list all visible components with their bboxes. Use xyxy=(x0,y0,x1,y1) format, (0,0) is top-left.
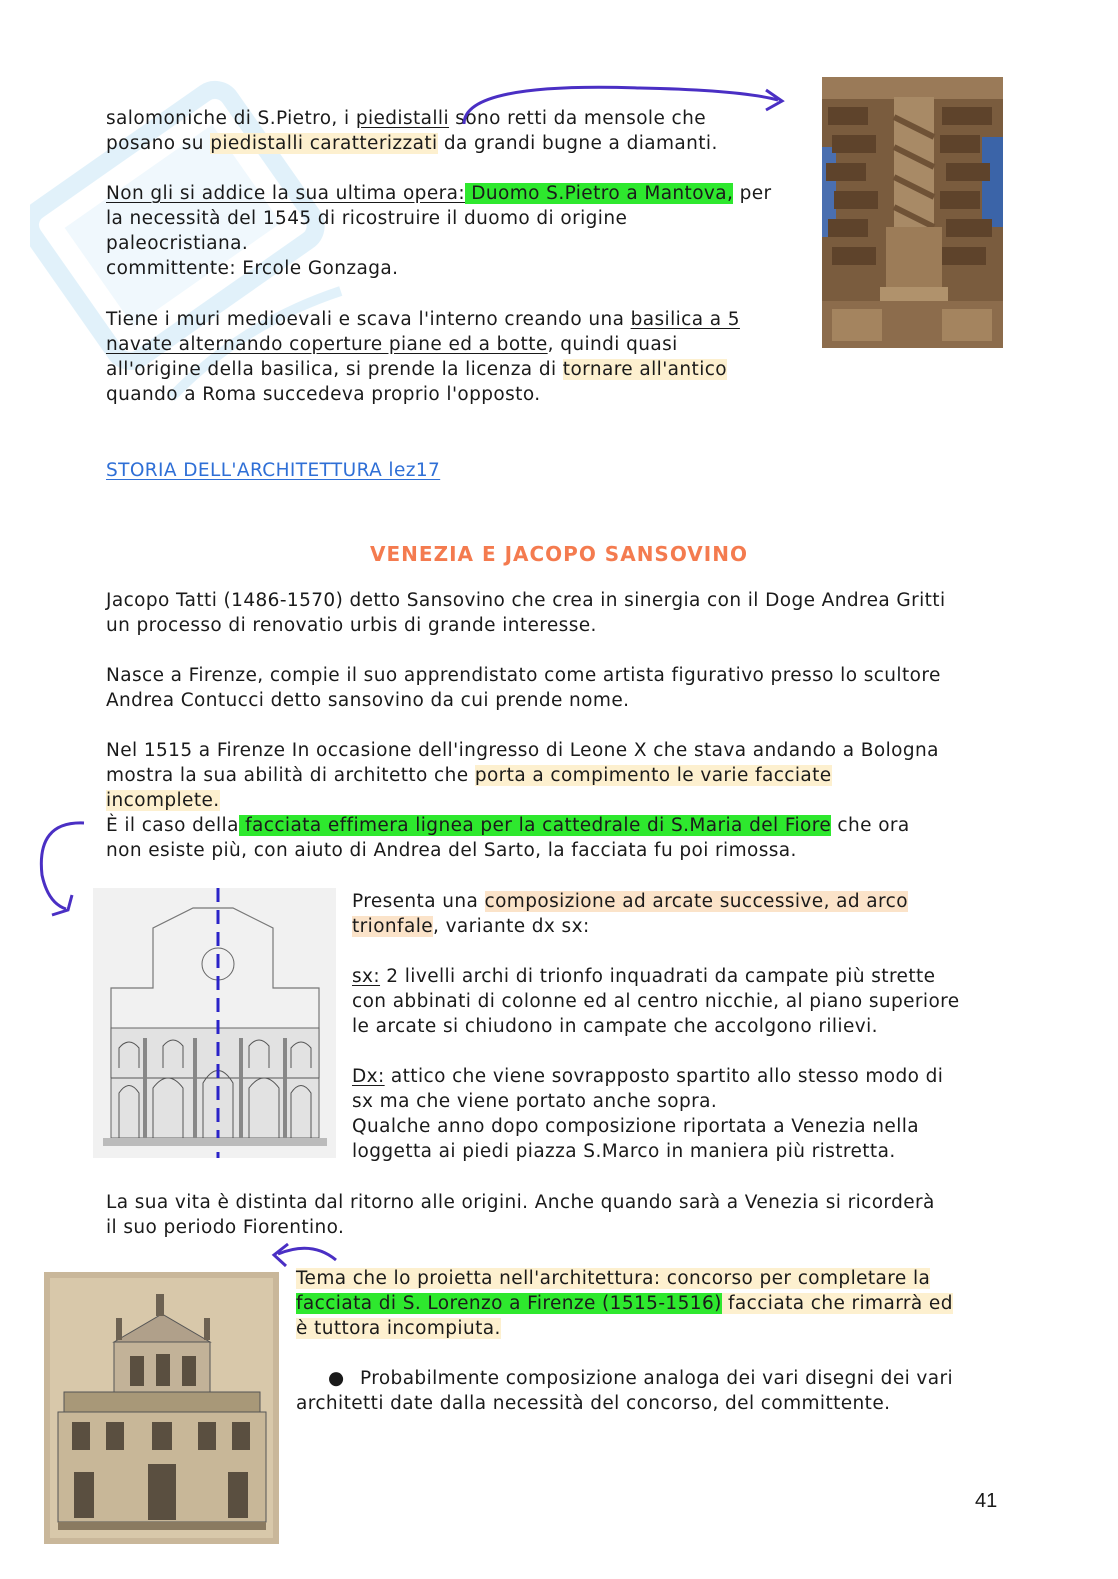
text-line: committente: Ercole Gonzaga. xyxy=(106,258,399,279)
text-line: quando a Roma succedeva proprio l'opposto. xyxy=(106,384,541,405)
palazzo-column-photo xyxy=(822,77,1003,348)
text-line: Presenta una composizione ad arcate successive, ad arco xyxy=(352,891,908,912)
text-line: sx: 2 livelli archi di trionfo inquadrati da campate più strette xyxy=(352,966,936,987)
text-line: sx ma che viene portato anche sopra. xyxy=(352,1091,718,1112)
page-number: 41 xyxy=(975,1490,998,1512)
text-line: È il caso della facciata effimera lignea per la cattedrale di S.Maria del Fiore che ora xyxy=(106,815,910,836)
text-line: Dx: attico che viene sovrapposto spartito allo stesso modo di xyxy=(352,1066,944,1087)
text-line: le arcate si chiudono in campate che accolgono rilievi. xyxy=(352,1016,878,1037)
text-line: La sua vita è distinta dal ritorno alle origini. Anche quando sarà a Venezia si ricorderà xyxy=(106,1192,935,1213)
text-line: navate alternando coperture piane ed a botte, quindi quasi xyxy=(106,334,678,355)
text-line: Nasce a Firenze, compie il suo apprendistato come artista figurativo presso lo scultore xyxy=(106,665,941,686)
text-line: Tiene i muri medioevali e scava l'interno creando una basilica a 5 xyxy=(106,309,740,330)
lecture-link[interactable]: STORIA DELL'ARCHITETTURA lez17 xyxy=(106,460,441,481)
text-line: facciata di S. Lorenzo a Firenze (1515-1516) facciata che rimarrà ed xyxy=(296,1293,953,1314)
text-line: loggetta ai piedi piazza S.Marco in maniera più ristretta. xyxy=(352,1141,896,1162)
text-line: posano su piedistalli caratterizzati da grandi bugne a diamanti. xyxy=(106,133,718,154)
santa-maria-del-fiore-facade-drawing xyxy=(93,888,336,1158)
text-line: Non gli si addice la sua ultima opera: Duomo S.Pietro a Mantova, per xyxy=(106,183,772,204)
text-line: Nel 1515 a Firenze In occasione dell'ingresso di Leone X che stava andando a Bologna xyxy=(106,740,939,761)
text-line: un processo di renovatio urbis di grande interesse. xyxy=(106,615,597,636)
text-line: paleocristiana. xyxy=(106,233,249,254)
text-line: Tema che lo proietta nell'architettura: concorso per completare la xyxy=(296,1268,931,1289)
section-heading: VENEZIA E JACOPO SANSOVINO xyxy=(370,542,748,566)
text-line: Qualche anno dopo composizione riportata a Venezia nella xyxy=(352,1116,920,1137)
text-line: è tuttora incompiuta. xyxy=(296,1318,501,1339)
bullet-item: ● Probabilmente composizione analoga dei vari disegni dei vari xyxy=(328,1368,954,1389)
text-line: mostra la sua abilità di architetto che porta a compimento le varie facciate xyxy=(106,765,832,786)
text-line: con abbinati di colonne ed al centro nicchie, al piano superiore xyxy=(352,991,960,1012)
text-line: non esiste più, con aiuto di Andrea del Sarto, la facciata fu poi rimossa. xyxy=(106,840,797,861)
text-line: architetti date dalla necessità del concorso, del committente. xyxy=(296,1393,891,1414)
bullet-icon: ● xyxy=(328,1368,345,1389)
san-lorenzo-facade-drawing xyxy=(44,1272,279,1544)
text-line: il suo periodo Fiorentino. xyxy=(106,1217,345,1238)
text-line: trionfale, variante dx sx: xyxy=(352,916,590,937)
text-line: la necessità del 1545 di ricostruire il duomo di origine xyxy=(106,208,628,229)
text-line: Jacopo Tatti (1486-1570) detto Sansovino che crea in sinergia con il Doge Andrea Gritti xyxy=(106,590,946,611)
text-line: incomplete. xyxy=(106,790,220,811)
arrow-icon xyxy=(440,78,800,128)
text-line: salomoniche di S.Pietro, i piedistalli sono retti da mensole che xyxy=(106,108,707,129)
curved-arrow-icon xyxy=(30,815,90,920)
text-line: Andrea Contucci detto sansovino da cui prende nome. xyxy=(106,690,630,711)
text-line: all'origine della basilica, si prende la licenza di tornare all'antico xyxy=(106,359,728,380)
